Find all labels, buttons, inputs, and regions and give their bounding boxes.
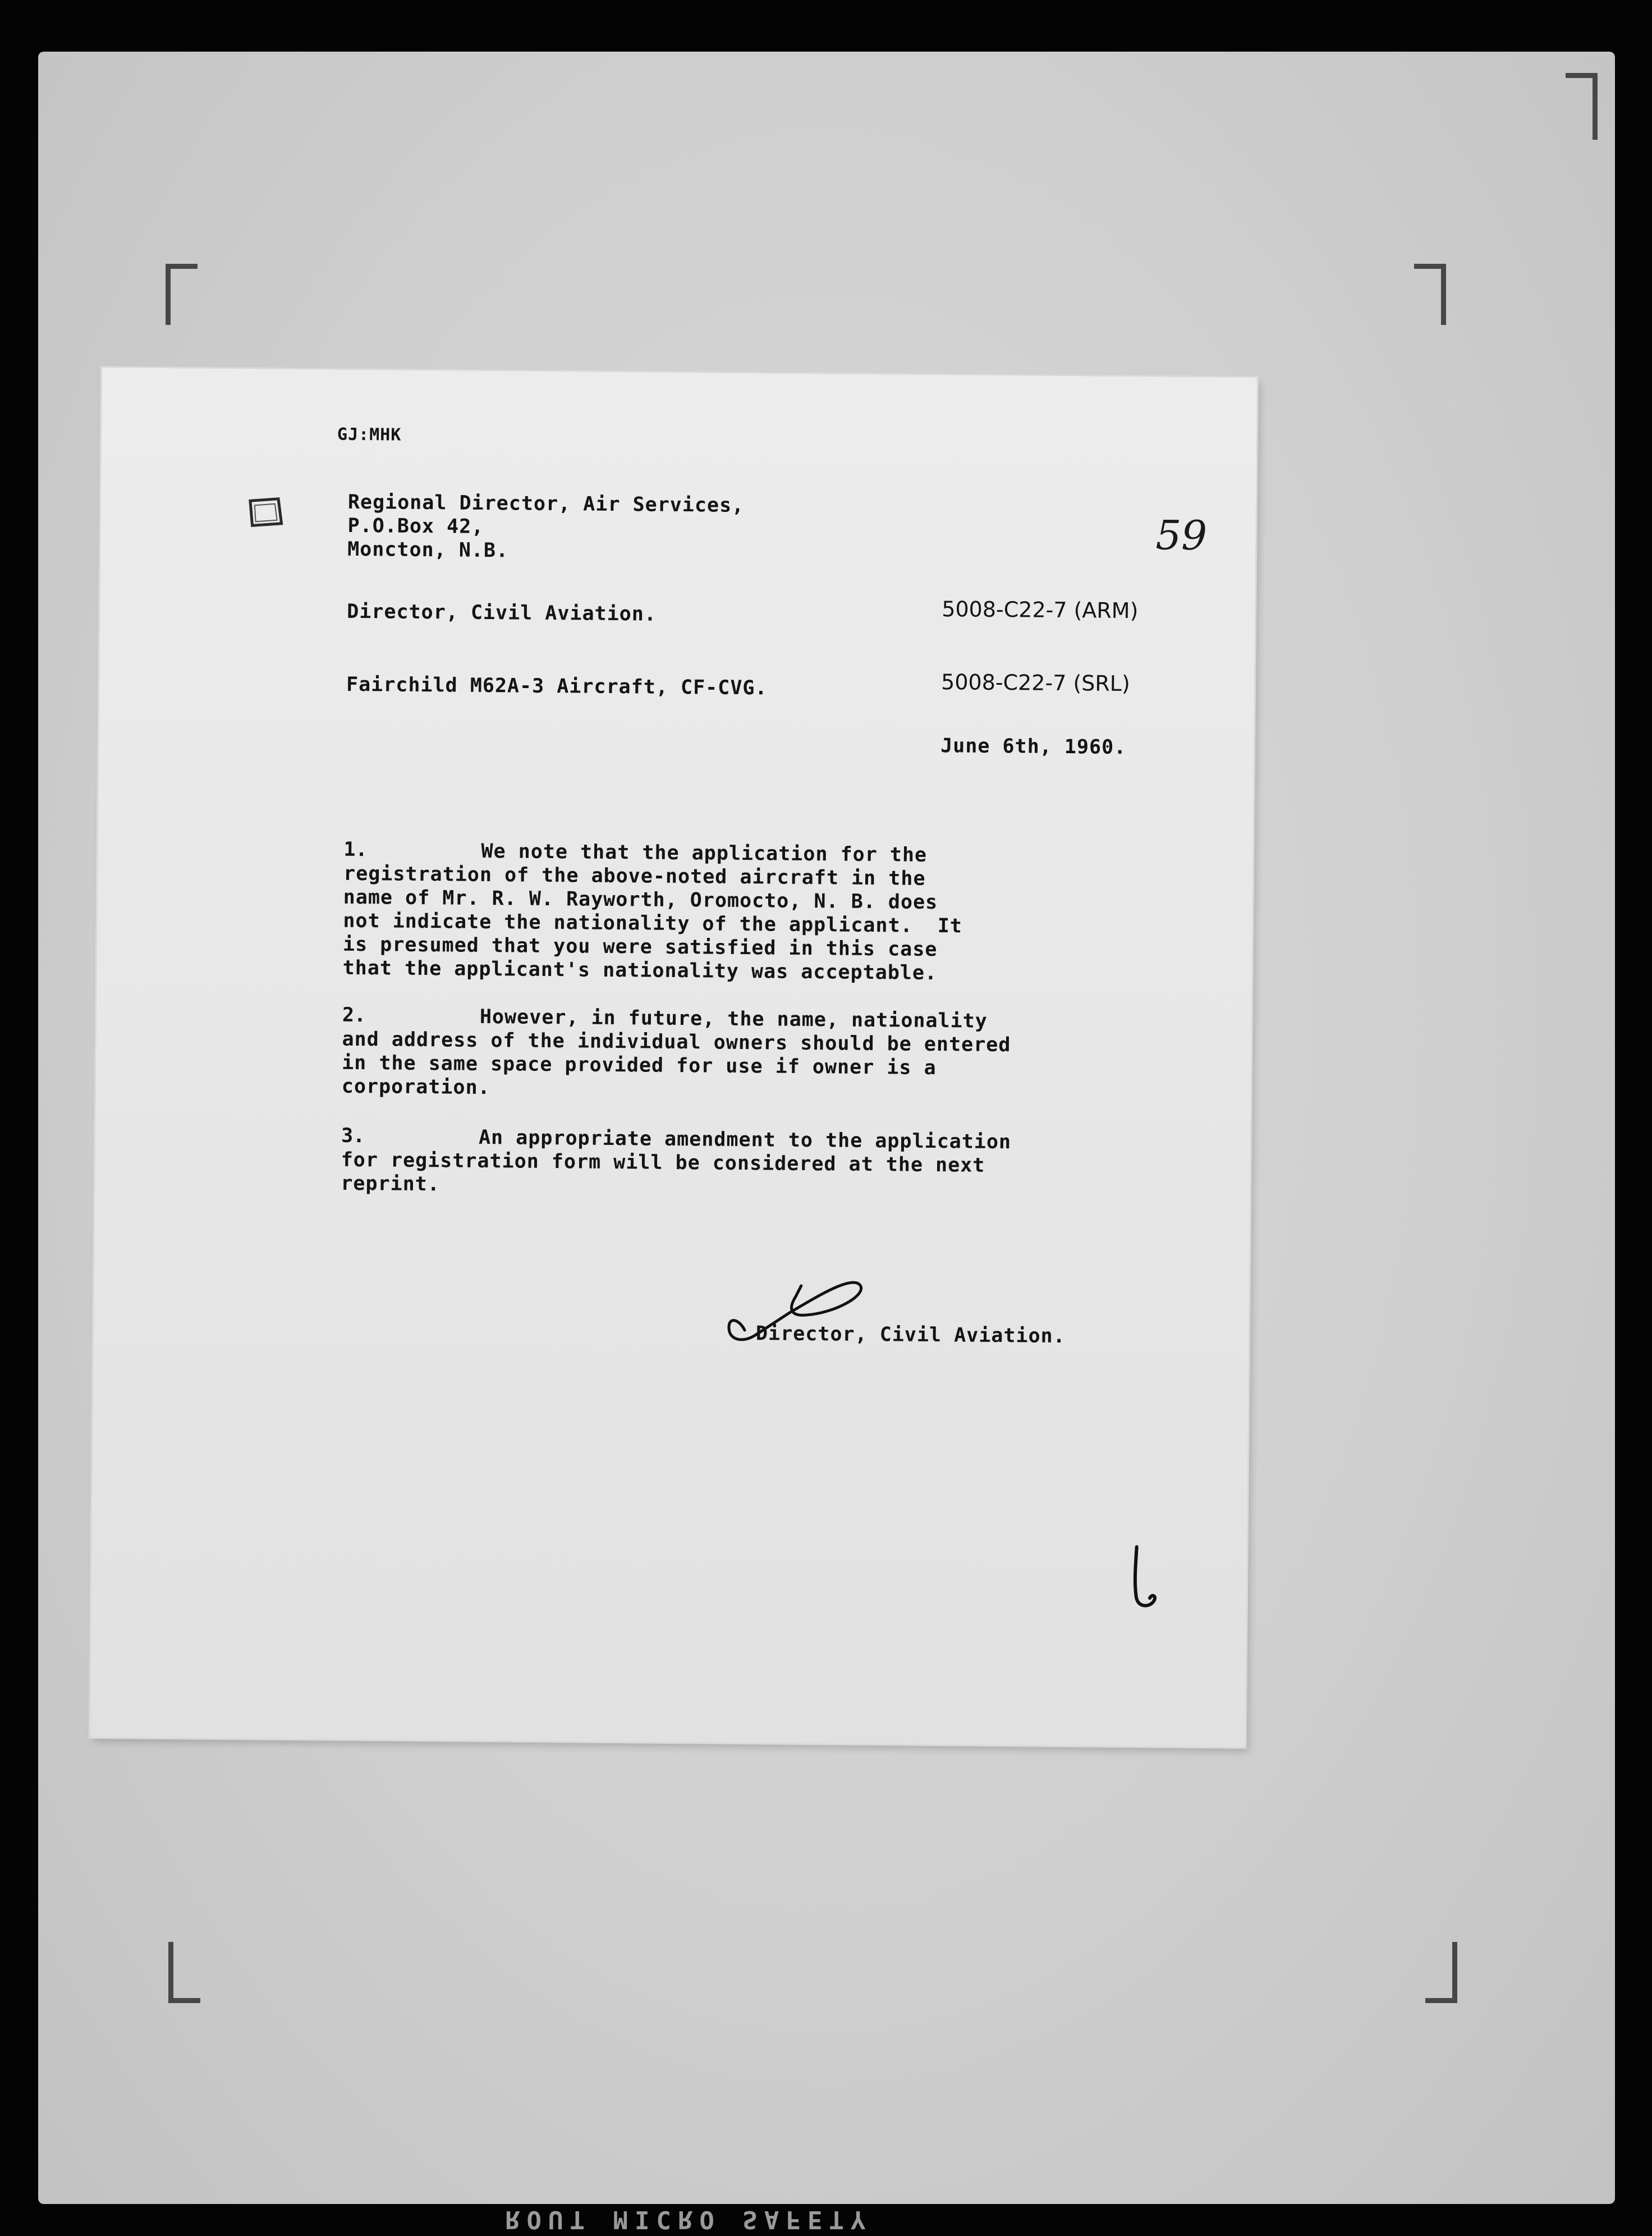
letter-date: June 6th, 1960. — [940, 735, 1127, 759]
paragraph-3-line-3: reprint. — [341, 1172, 440, 1196]
letter-page — [90, 368, 1257, 1747]
paragraph-3-line-1: An appropriate amendment to the application — [478, 1126, 1012, 1154]
paragraph-1-line-6: that the applicant's nationality was acceptable. — [342, 956, 938, 985]
signature-block: Director, Civil Aviation. — [755, 1322, 1066, 1348]
paragraph-2-line-3: in the same space provided for use if owner is a — [342, 1051, 937, 1080]
subject-line: Fairchild M62A-3 Aircraft, CF-CVG. — [346, 673, 768, 700]
sender-line: Director, Civil Aviation. — [347, 600, 657, 626]
paragraph-2 — [342, 1004, 1218, 1106]
paragraph-1-line-1: We note that the application for the — [481, 840, 928, 867]
file-reference-1: 5008-C22-7 (ARM) — [942, 597, 1139, 624]
stamp-box-icon — [246, 495, 286, 529]
paragraph-1-line-4: not indicate the nationality of the applicant. It — [343, 909, 963, 938]
crop-mark-edge — [1566, 73, 1598, 140]
paragraph-1 — [342, 838, 1219, 988]
paragraph-1-number: 1. — [343, 838, 368, 862]
crop-mark-bottom-left — [168, 1942, 200, 2003]
paragraph-1-line-3: name of Mr. R. W. Rayworth, Oromocto, N. B. does — [343, 886, 938, 914]
addressee-line-1: Regional Director, Air Services, — [347, 491, 745, 517]
addressee-line-2: P.O.Box 42, — [347, 514, 484, 538]
addressee-line-3: Moncton, N.B. — [347, 538, 509, 562]
margin-mark-icon — [1124, 1544, 1169, 1612]
reference-initials: GJ:MHK — [337, 424, 402, 445]
paragraph-2-line-1: However, in future, the name, nationality — [479, 1005, 988, 1033]
folio-number: 59 — [1155, 511, 1208, 560]
paragraph-2-line-4: corporation. — [341, 1075, 490, 1099]
film-edge-text: ROUT MICRO SAFETY — [505, 2205, 873, 2234]
paragraph-1-line-2: registration of the above-noted aircraft in the — [343, 862, 926, 890]
paragraph-3-line-2: for registration form will be considered at the next — [341, 1148, 985, 1177]
paragraph-2-line-2: and address of the individual owners should be entered — [342, 1028, 1011, 1057]
crop-mark-top-right — [1414, 264, 1446, 325]
paragraph-3-number: 3. — [341, 1124, 365, 1148]
paragraph-1-line-5: is presumed that you were satisfied in this case — [342, 933, 938, 961]
paragraph-3 — [341, 1125, 1217, 1203]
crop-mark-top-left — [166, 264, 198, 325]
crop-mark-bottom-right — [1425, 1942, 1457, 2003]
paragraph-2-number: 2. — [342, 1004, 366, 1027]
file-reference-2: 5008-C22-7 (SRL) — [940, 670, 1130, 697]
